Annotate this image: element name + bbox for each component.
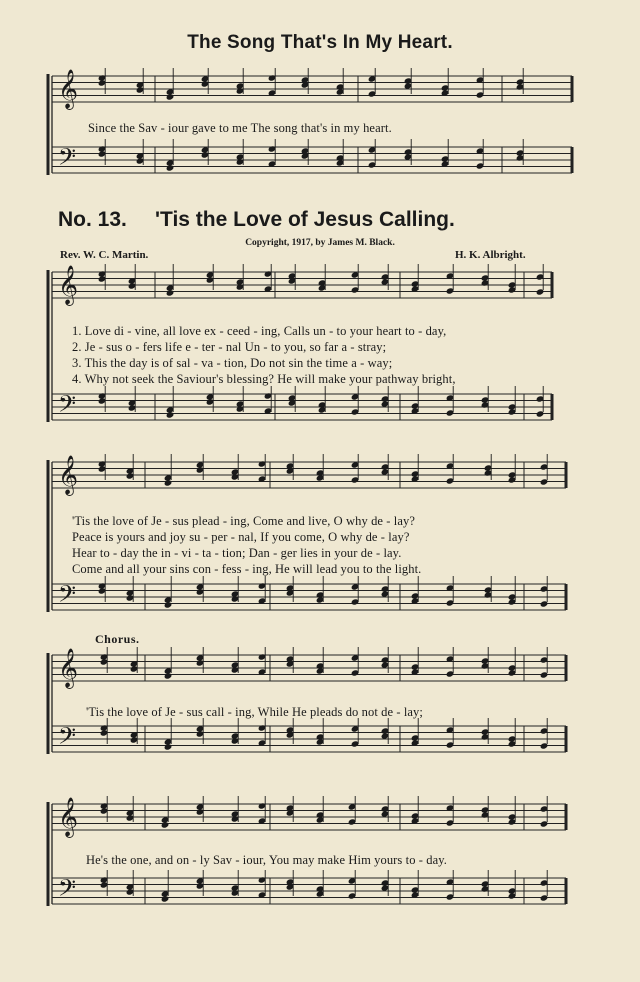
- verse-3-line-2: Hear to - day the in - vi - ta - tion; Dan - ger lies in your de - lay.: [72, 546, 402, 560]
- bass-clef-icon: 𝄢: [58, 722, 77, 755]
- copyright-line: Copyright, 1917, by James M. Black.: [245, 238, 395, 248]
- hymn-number: No. 13.: [58, 208, 127, 231]
- header-song-title: The Song That's In My Heart.: [187, 32, 453, 53]
- treble-clef-icon: 𝄞: [58, 265, 79, 305]
- verse-1-line-2: 'Tis the love of Je - sus plead - ing, Come and live, O why de - lay?: [72, 514, 416, 528]
- composer: H. K. Albright.: [455, 249, 526, 261]
- verse-3-line-1: 3. This the day is of sal - va - tion, Do not sin the time a - way;: [72, 356, 393, 370]
- verse-2-line-2: Peace is yours and joy su - per - nal, If you come, O why de - lay?: [72, 530, 410, 544]
- note-head: [166, 164, 175, 171]
- verse-4-line-2: Come and all your sins con - fess - ing, He will lead you to the light.: [72, 562, 422, 576]
- hymn-title: 'Tis the Love of Jesus Calling.: [155, 208, 455, 231]
- chorus-line-1: 'Tis the love of Je - sus call - ing, While He pleads do not de - lay;: [86, 705, 423, 719]
- note-head: [164, 479, 173, 486]
- verse-2-line-1: 2. Je - sus o - fers life e - ter - nal Un - to you, so far a - stray;: [72, 340, 387, 354]
- note-head: [164, 601, 173, 608]
- lyricist: Rev. W. C. Martin.: [60, 249, 149, 261]
- bass-clef-icon: 𝄢: [58, 143, 77, 176]
- treble-clef-icon: 𝄞: [58, 797, 79, 837]
- treble-clef-icon: 𝄞: [58, 69, 79, 109]
- note-head: [166, 411, 175, 418]
- bass-clef-icon: 𝄢: [58, 390, 77, 423]
- note-head: [166, 289, 175, 296]
- header-song-lyric: Since the Sav - iour gave to me The song that's in my heart.: [88, 121, 392, 135]
- note-head: [164, 672, 173, 679]
- treble-clef-icon: 𝄞: [58, 648, 79, 688]
- note-head: [161, 821, 170, 828]
- bass-clef-icon: 𝄢: [58, 580, 77, 613]
- chorus-label: Chorus.: [95, 632, 140, 646]
- bass-clef-icon: 𝄢: [58, 874, 77, 907]
- chorus-line-2: He's the one, and on - ly Sav - iour, You may make Him yours to - day.: [86, 853, 448, 867]
- treble-clef-icon: 𝄞: [58, 455, 79, 495]
- verse-4-line-1: 4. Why not seek the Saviour's blessing? He will make your pathway bright,: [72, 372, 456, 386]
- note-head: [164, 743, 173, 750]
- note-head: [161, 895, 170, 902]
- note-head: [166, 93, 175, 100]
- verse-1-line-1: 1. Love di - vine, all love ex - ceed - ing, Calls un - to your heart to - day,: [72, 324, 447, 338]
